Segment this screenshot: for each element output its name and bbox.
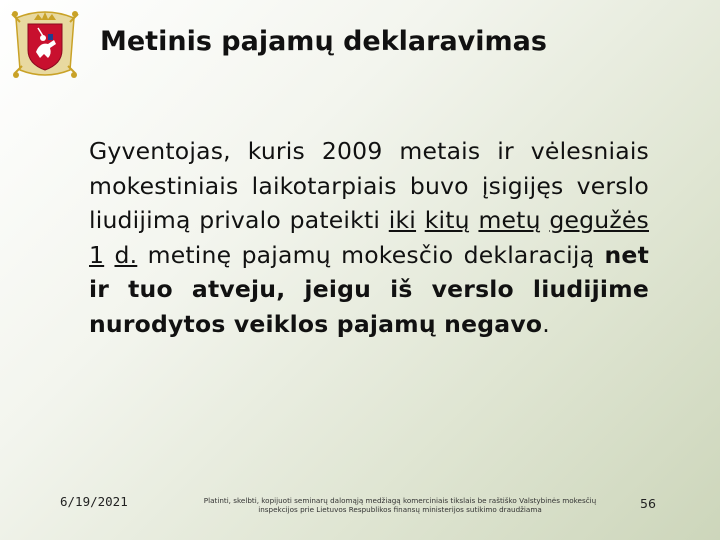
slide-number: 56 [640, 496, 656, 511]
underlined-word: kitų [424, 206, 470, 234]
body-text-end: . [542, 309, 550, 338]
slide-title: Metinis pajamų deklaravimas [100, 26, 547, 57]
footer-copyright-note: Platinti, skelbti, kopijuoti seminarų dalomąją medžiagą komerciniais tikslais be raštiško Valstybinės mokesčių inspekcijos prie Lietuvos Respublikos finansų ministerijos sutikimo draudžiama [203, 496, 597, 514]
slide-body-text [89, 134, 649, 341]
body-text-part: metinę pajamų mokesčio deklaraciją [137, 240, 605, 269]
body-text-part: Gyventojas, kuris 2009 metais ir vėlesniais mokestiniais laikotarpiais buvo įsigijęs verslo liudijimą privalo pateikti [89, 137, 649, 234]
underlined-word: iki [388, 206, 417, 234]
underlined-word: metų [478, 206, 541, 234]
footer-date: 6/19/2021 [60, 494, 128, 509]
underlined-word: 1 [89, 240, 105, 269]
bold-emphasis: net ir tuo atveju, jeigu iš verslo liudijime nurodytos veiklos pajamų negavo [89, 240, 650, 338]
coat-of-arms-icon [10, 8, 80, 80]
underlined-word: gegužės [549, 206, 649, 234]
underlined-word: d. [114, 240, 138, 269]
